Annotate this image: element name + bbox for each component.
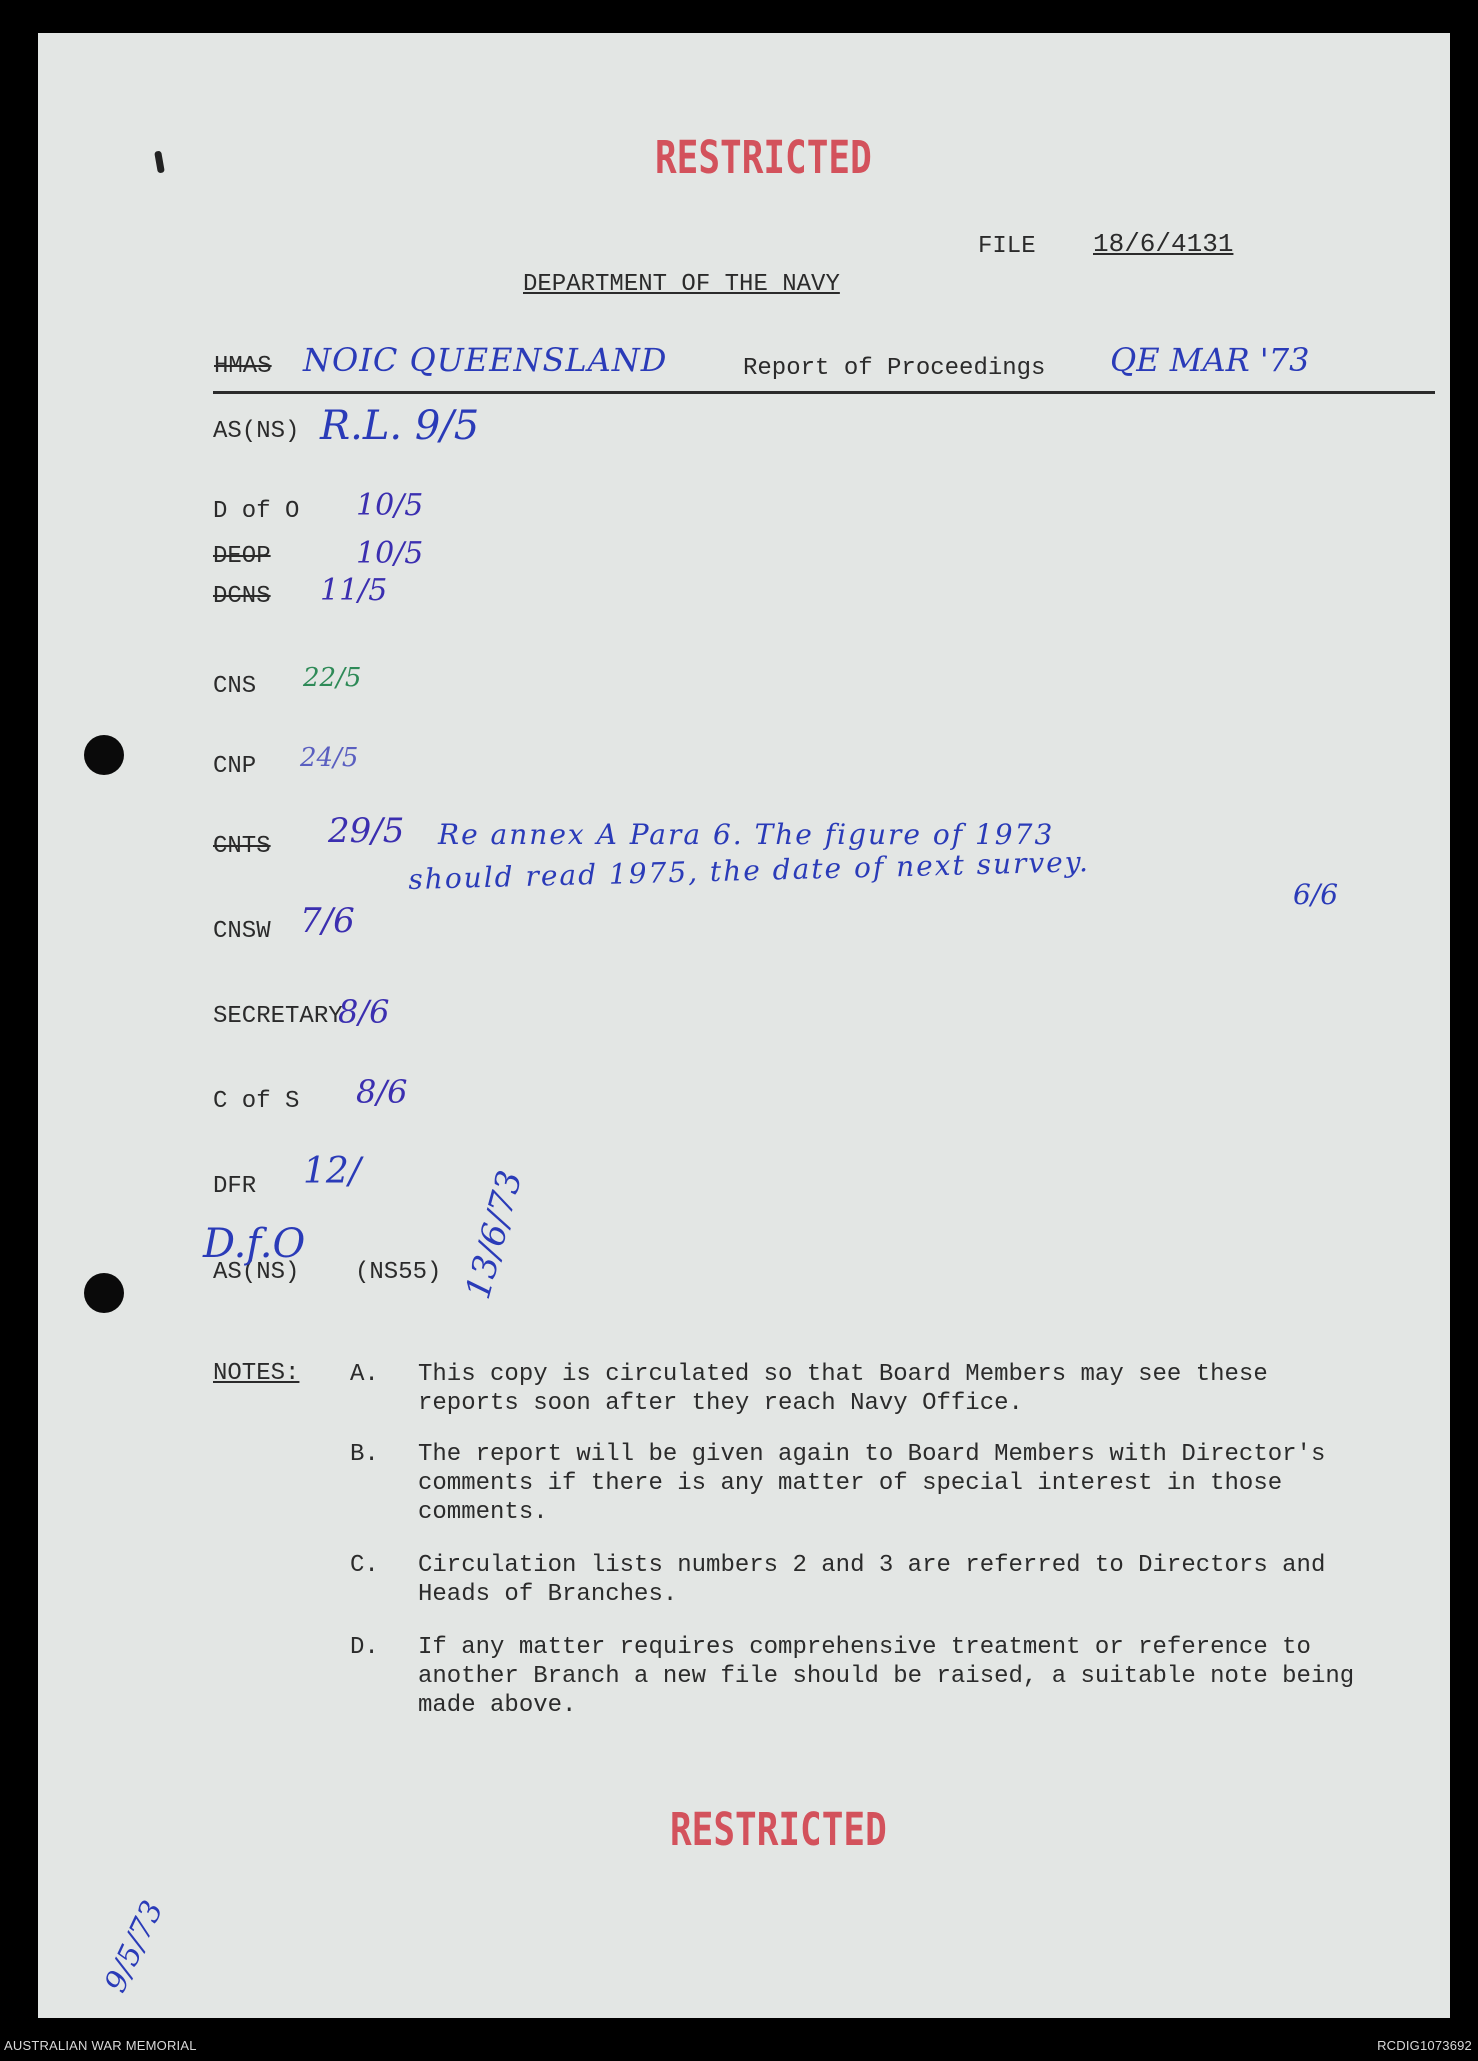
note-letter: A. xyxy=(350,1361,379,1388)
routing-initials: 10/5 xyxy=(356,536,424,571)
department-title: DEPARTMENT OF THE NAVY xyxy=(523,271,840,298)
hmas-label: HMAS xyxy=(214,353,272,380)
restricted-stamp-bottom: RESTRICTED xyxy=(670,1805,887,1857)
routing-initials: 7/6 xyxy=(300,901,355,941)
routing-label: C of S xyxy=(213,1088,300,1115)
note-text: If any matter requires comprehensive treatment or reference to another Branch a new file should be raised, a suitable note being made above. xyxy=(418,1634,1355,1719)
routing-label: CNTS xyxy=(213,833,271,860)
ns-reference: (NS55) xyxy=(355,1259,442,1286)
note-text: Circulation lists numbers 2 and 3 are referred to Directors and Heads of Branches. xyxy=(418,1552,1326,1608)
routing-initials: 29/5 xyxy=(328,811,405,851)
cnts-annotation-line-1: Re annex A Para 6. The figure of 1973 xyxy=(438,818,1055,851)
file-label: FILE xyxy=(978,233,1036,260)
routing-initials: 8/6 xyxy=(338,993,390,1031)
punch-hole-bottom xyxy=(84,1273,124,1313)
report-label: Report of Proceedings xyxy=(743,355,1046,382)
routing-label: CNSW xyxy=(213,918,271,945)
note-text: The report will be given again to Board Members with Director's comments if there is any matter of special interest in those comments. xyxy=(418,1441,1326,1526)
note-item xyxy=(350,1633,1370,1720)
routing-label: AS(NS) xyxy=(213,1259,300,1286)
routing-initials: 22/5 xyxy=(303,663,362,693)
note-letter: C. xyxy=(350,1552,379,1579)
restricted-stamp-top: RESTRICTED xyxy=(655,133,872,185)
routing-initials: 12/ xyxy=(303,1151,361,1192)
as-ns-date-handwritten: 13/6/73 xyxy=(458,1166,531,1304)
header-rule xyxy=(213,391,1435,394)
routing-label: DCNS xyxy=(213,583,271,610)
routing-label: SECRETARY xyxy=(213,1003,343,1030)
note-item xyxy=(350,1551,1370,1609)
note-item xyxy=(350,1440,1370,1527)
routing-label: AS(NS) xyxy=(213,418,300,445)
note-text: This copy is circulated so that Board Members may see these reports soon after they reach Navy Office. xyxy=(418,1361,1268,1417)
cnts-annotation-initials: 6/6 xyxy=(1293,878,1339,911)
footer-source: AUSTRALIAN WAR MEMORIAL xyxy=(4,2038,197,2053)
routing-label: CNP xyxy=(213,753,257,780)
note-letter: D. xyxy=(350,1634,379,1661)
report-period-handwritten: QE MAR '73 xyxy=(1110,341,1310,379)
ship-name-handwritten: NOIC QUEENSLAND xyxy=(303,341,668,379)
routing-initials: 11/5 xyxy=(320,573,388,608)
cnts-annotation-line-2: should read 1975, the date of next survey. xyxy=(408,845,1091,896)
routing-initials: R.L. 9/5 xyxy=(320,403,480,449)
routing-label: CNS xyxy=(213,673,257,700)
footer-reference: RCDIG1073692 xyxy=(1377,2038,1472,2053)
routing-initials: 8/6 xyxy=(356,1073,408,1111)
note-item xyxy=(350,1360,1370,1418)
punch-hole-top xyxy=(84,735,124,775)
file-number: 18/6/4131 xyxy=(1093,229,1234,259)
routing-label: DFR xyxy=(213,1173,257,1200)
notes-label: NOTES: xyxy=(213,1360,300,1387)
routing-initials: 10/5 xyxy=(356,488,424,523)
routing-label: DEOP xyxy=(213,543,271,570)
routing-initials: D.f.O xyxy=(203,1221,306,1267)
routing-label: D of O xyxy=(213,498,300,525)
document-page xyxy=(38,33,1450,2018)
routing-initials: 24/5 xyxy=(300,743,359,773)
note-letter: B. xyxy=(350,1441,379,1468)
paper-mark xyxy=(154,151,165,174)
bottom-initials-handwritten: 9/5/73 xyxy=(98,1895,171,1998)
